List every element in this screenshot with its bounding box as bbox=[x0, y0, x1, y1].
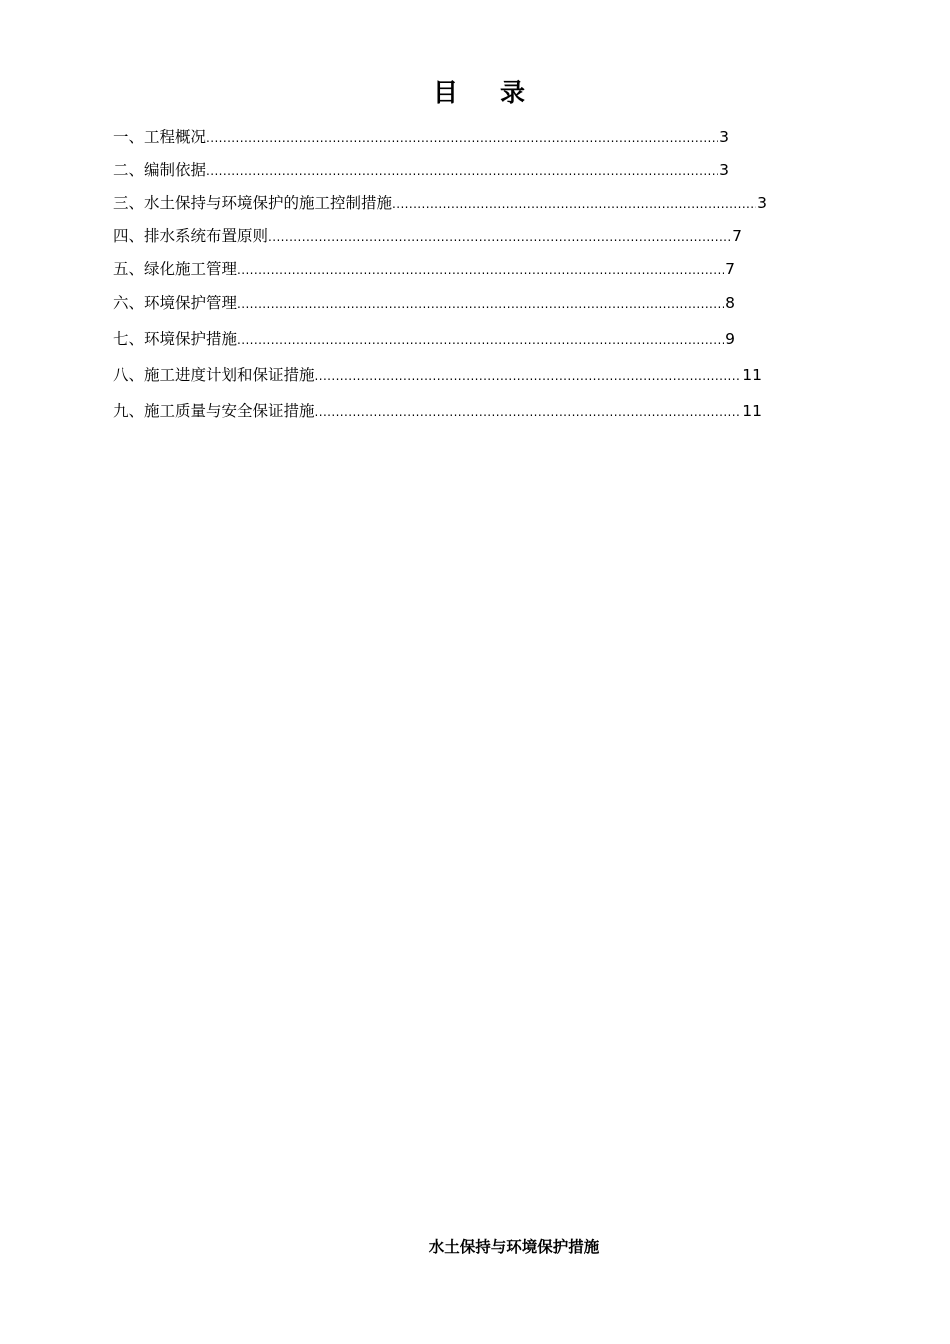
toc-page-number: 7 bbox=[732, 227, 742, 245]
toc-entry[interactable] bbox=[113, 364, 762, 386]
toc-page-number: 8 bbox=[725, 294, 735, 312]
toc-entry[interactable] bbox=[113, 192, 767, 214]
toc-leader bbox=[268, 226, 731, 248]
toc-leader bbox=[206, 127, 718, 149]
toc-entry[interactable] bbox=[113, 400, 762, 422]
toc-page-number: 9 bbox=[725, 330, 735, 348]
toc-entry[interactable] bbox=[113, 126, 729, 148]
toc-entry-label: 七、环境保护措施 bbox=[113, 330, 238, 348]
toc-page-number: 7 bbox=[725, 260, 735, 278]
toc-leader bbox=[315, 365, 742, 387]
toc-leader bbox=[237, 293, 724, 315]
toc-entry[interactable] bbox=[113, 159, 729, 181]
toc-page-number: 3 bbox=[757, 194, 767, 212]
toc-entry-label: 九、施工质量与安全保证措施 bbox=[113, 402, 315, 420]
toc-entry[interactable] bbox=[113, 292, 735, 314]
toc-page-number: 3 bbox=[719, 161, 729, 179]
toc-entry-label: 一、工程概况 bbox=[113, 128, 207, 146]
toc-entry-label: 二、编制依据 bbox=[113, 161, 207, 179]
toc-leader bbox=[206, 160, 718, 182]
toc-entry-label: 六、环境保护管理 bbox=[113, 294, 238, 312]
toc-page-number: 11 bbox=[742, 402, 762, 420]
toc-leader bbox=[315, 401, 742, 423]
toc-entry[interactable] bbox=[113, 328, 735, 350]
toc-entry-label: 五、绿化施工管理 bbox=[113, 260, 238, 278]
toc-entry[interactable] bbox=[113, 225, 742, 247]
toc-page-number: 3 bbox=[719, 128, 729, 146]
toc-entry-label: 四、排水系统布置原则 bbox=[113, 227, 269, 245]
toc-entry-label: 八、施工进度计划和保证措施 bbox=[113, 366, 315, 384]
toc-page-number: 11 bbox=[742, 366, 762, 384]
toc-entry-label: 三、水土保持与环境保护的施工控制措施 bbox=[113, 194, 393, 212]
toc-leader bbox=[237, 329, 724, 351]
page-title: 目录 bbox=[432, 78, 567, 107]
toc-leader bbox=[237, 259, 724, 281]
toc-entry[interactable] bbox=[113, 258, 735, 280]
page-footer: 水土保持与环境保护措施 bbox=[428, 1238, 600, 1256]
toc-leader bbox=[392, 193, 756, 215]
